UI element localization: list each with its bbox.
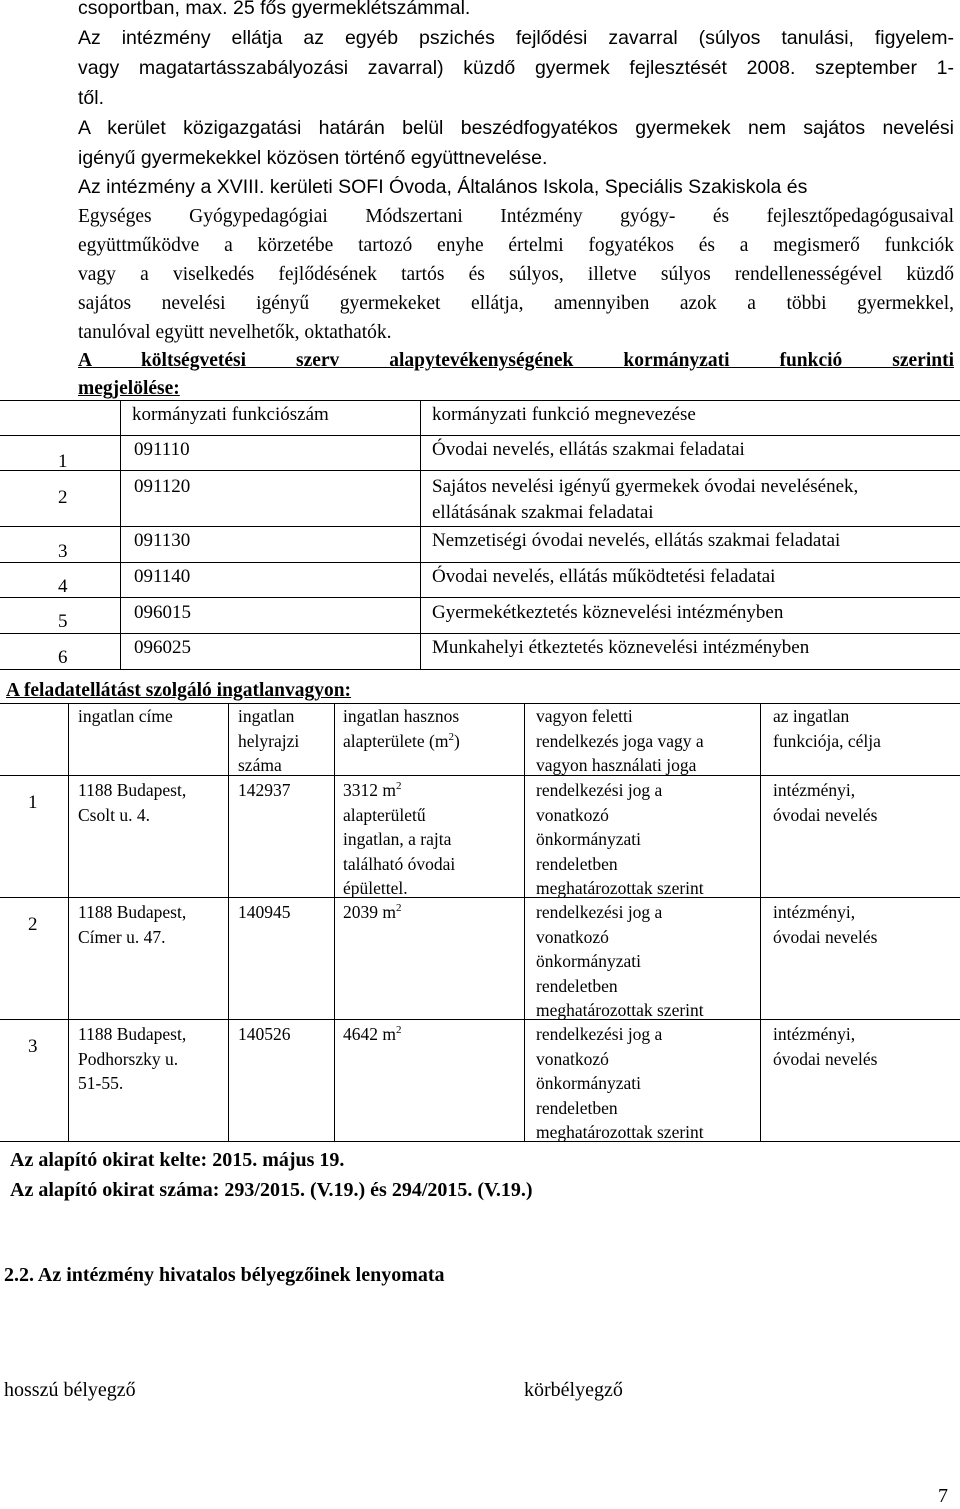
section-heading-stamps: 2.2. Az intézmény hivatalos bélyegzőinek lenyomata <box>4 1264 445 1286</box>
funkcio-row-num: 4 <box>58 576 68 597</box>
funkcio-row-code: 096025 <box>134 637 191 658</box>
funkcio-row-num: 5 <box>58 611 68 632</box>
funkcio-header-code: kormányzati funkciószám <box>132 404 329 425</box>
funkcio-row-name: Sajátos nevelési igényű gyermekek óvodai nevelésének, <box>432 476 859 497</box>
funkcio-row-name: Nemzetiségi óvodai nevelés, ellátás szakmai feladatai <box>432 530 841 551</box>
ingatlan-row-hrsz: 140945 <box>238 902 291 922</box>
ingatlan-header-funkcio: az ingatlan funkciója, célja <box>773 706 881 751</box>
ingatlan-row-jog: rendelkezési jog a vonatkozó önkormányzati rendeletben meghatározottak szerint <box>536 1024 704 1142</box>
ingatlan-header-hrsz: ingatlan helyrajzi száma <box>238 706 300 775</box>
ingatlan-row-hrsz: 140526 <box>238 1024 291 1044</box>
ingatlan-row-terulet: 2039 $m^2$ <box>343 902 402 922</box>
ingatlan-row-num: 3 <box>28 1036 38 1057</box>
intro-line-3: vagy magatartásszabályozási zavarral) küzdő gyermek fejlesztését 2008. szeptember 1- <box>78 57 954 79</box>
funkcio-row-num: 2 <box>58 487 68 508</box>
funkcio-row-code: 096015 <box>134 602 191 623</box>
ingatlan-header-jog: vagyon feletti rendelkezés joga vagy a vagyon használati joga <box>536 706 704 775</box>
ingatlan-heading: A feladatellátást szolgáló ingatlanvagyon: <box>6 680 352 701</box>
sofi-line-6: tanulóval együtt nevelhetők, oktathatók. <box>78 322 392 343</box>
okirat-kelte: Az alapító okirat kelte: 2015. május 19. <box>10 1149 345 1171</box>
funkcio-row-code: 091110 <box>134 439 190 460</box>
funkcio-row-name: Munkahelyi étkeztetés köznevelési intézményben <box>432 637 810 658</box>
sofi-line-4: vagy a viselkedés fejlődésének tartós és súlyos, illetve súlyos rendellenességével küzdő <box>78 264 954 285</box>
funkcio-heading-line-2: megjelölése: <box>78 378 180 399</box>
sofi-line-1: Az intézmény a XVIII. kerületi SOFI Óvoda, Általános Iskola, Speciális Szakiskola és <box>78 176 808 198</box>
intro-line-1: csoportban, max. 25 fős gyermeklétszámmal. <box>78 0 471 19</box>
ingatlan-header-cim: ingatlan címe <box>78 706 173 726</box>
stamp-label-round: körbélyegző <box>524 1379 623 1401</box>
funkcio-row-code: 091130 <box>134 530 191 551</box>
funkcio-row-num: 3 <box>58 541 68 562</box>
ingatlan-row-cim: 1188 Budapest, Címer u. 47. <box>78 902 187 947</box>
ingatlan-row-hrsz: 142937 <box>238 780 291 800</box>
ingatlan-header-terulet: ingatlan hasznos alapterülete $(m^2)$ <box>343 706 460 751</box>
stamp-label-long: hosszú bélyegző <box>4 1379 136 1401</box>
okirat-szama: Az alapító okirat száma: 293/2015. (V.19.) és 294/2015. (V.19.) <box>10 1179 533 1201</box>
intro-line-6: igényű gyermekekkel közösen történő együttnevelése. <box>78 147 548 169</box>
funkcio-row-name: Óvodai nevelés, ellátás szakmai feladatai <box>432 439 745 460</box>
funkcio-row-num: 1 <box>58 451 68 472</box>
ingatlan-row-cim: 1188 Budapest, Csolt u. 4. <box>78 780 187 825</box>
funkcio-row-code: 091120 <box>134 476 191 497</box>
ingatlan-row-terulet: 3312 $m^2$ alapterületű ingatlan, a rajta található óvodai épülettel. <box>343 780 456 898</box>
page-number: 7 <box>938 1485 948 1507</box>
ingatlan-row-funkcio: intézményi, óvodai nevelés <box>773 780 878 825</box>
ingatlan-row-funkcio: intézményi, óvodai nevelés <box>773 1024 878 1069</box>
ingatlan-row-jog: rendelkezési jog a vonatkozó önkormányzati rendeletben meghatározottak szerint <box>536 780 704 898</box>
intro-line-2: Az intézmény ellátja az egyéb pszichés fejlődési zavarral (súlyos tanulási, figyelem- <box>78 27 954 49</box>
intro-line-5: A kerület közigazgatási határán belül beszédfogyatékos gyermekek nem sajátos nevelési <box>78 117 954 139</box>
funkcio-row-name-cont: ellátásának szakmai feladatai <box>432 502 654 523</box>
funkcio-row-name: Óvodai nevelés, ellátás működtetési feladatai <box>432 566 776 587</box>
funkcio-row-num: 6 <box>58 647 68 668</box>
sofi-line-5: sajátos nevelési igényű gyermekeket ellátja, amennyiben azok a többi gyermekkel, <box>78 293 954 314</box>
ingatlan-row-num: 1 <box>28 792 38 813</box>
sofi-line-2: Egységes Gyógypedagógiai Módszertani Intézmény gyógy- és fejlesztőpedagógusaival <box>78 206 954 227</box>
intro-line-4: től. <box>78 87 105 109</box>
funkcio-heading-line-1: A költségvetési szerv alapytevékenységének kormányzati funkció szerinti <box>78 350 954 371</box>
ingatlan-row-funkcio: intézményi, óvodai nevelés <box>773 902 878 947</box>
ingatlan-row-num: 2 <box>28 914 38 935</box>
ingatlan-row-terulet: 4642 $m^2$ <box>343 1024 402 1044</box>
sofi-line-3: együttműködve a körzetébe tartozó enyhe értelmi fogyatékos és a megismerő funkciók <box>78 235 954 256</box>
funkcio-header-name: kormányzati funkció megnevezése <box>432 404 696 425</box>
funkcio-row-code: 091140 <box>134 566 191 587</box>
funkcio-row-name: Gyermekétkeztetés köznevelési intézményben <box>432 602 784 623</box>
ingatlan-row-jog: rendelkezési jog a vonatkozó önkormányzati rendeletben meghatározottak szerint <box>536 902 704 1020</box>
ingatlan-row-cim: 1188 Budapest, Podhorszky u. 51-55. <box>78 1024 187 1093</box>
